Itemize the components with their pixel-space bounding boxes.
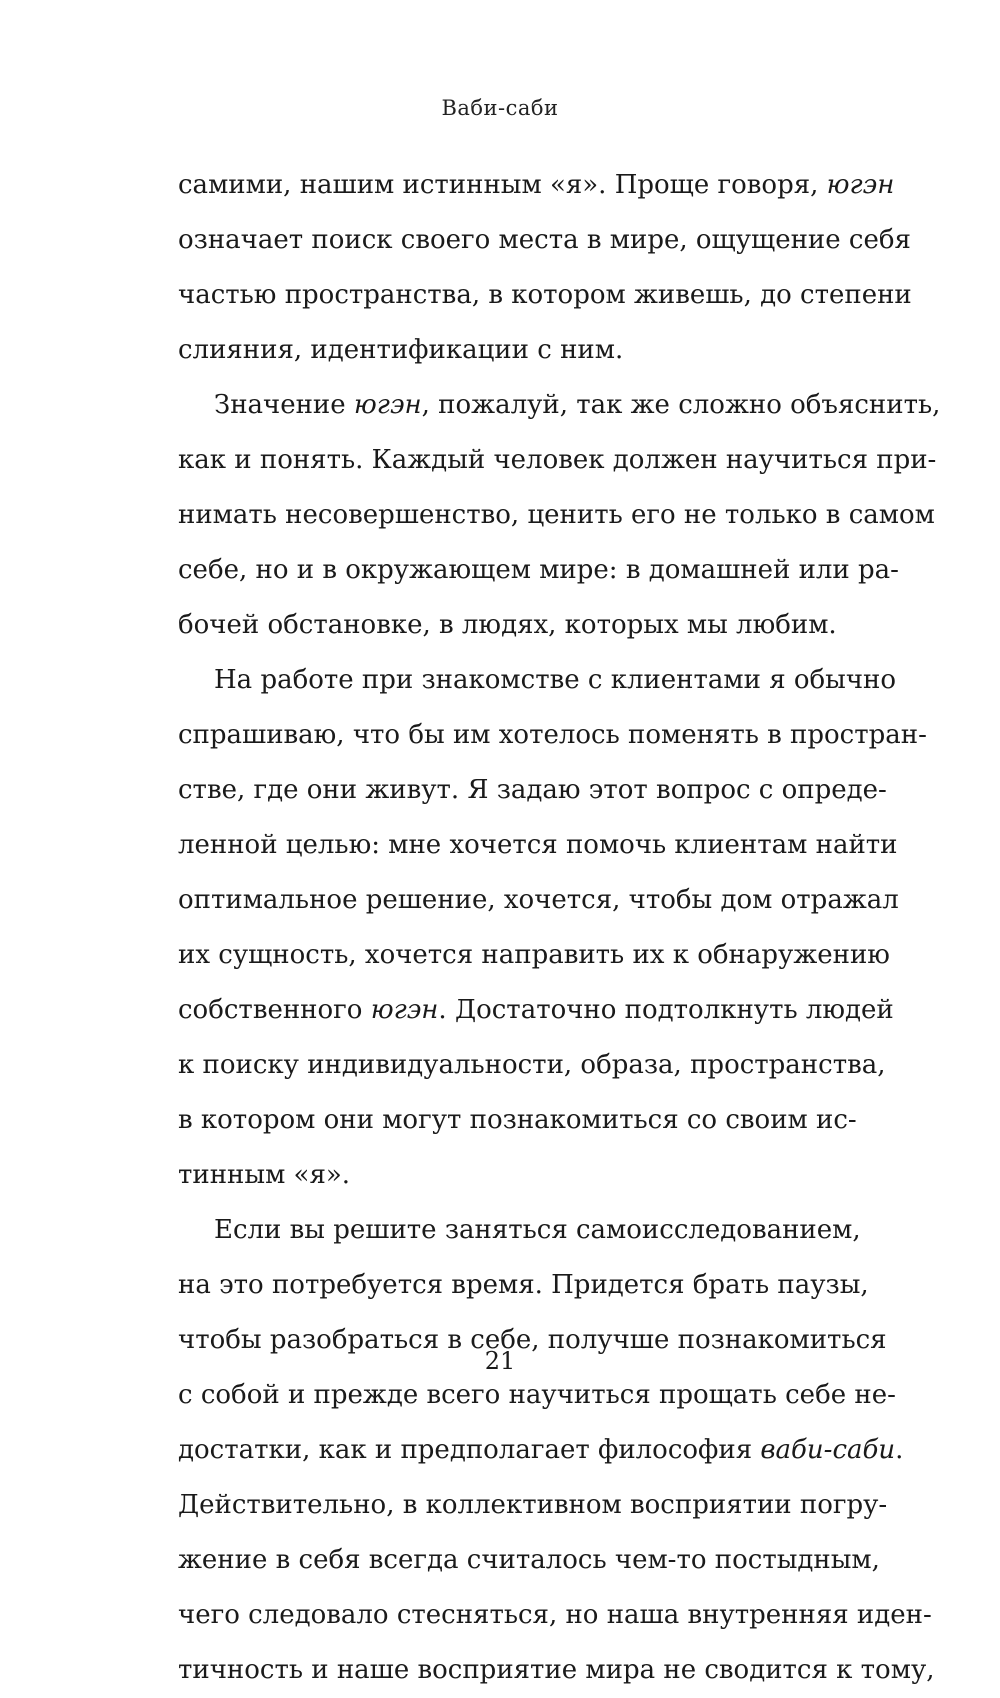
text-line: жение в себя всегда считалось чем-то постыдным, xyxy=(178,1545,880,1575)
text-line: означает поиск своего места в мире, ощущение себя xyxy=(178,225,911,255)
running-header: Ваби-саби xyxy=(441,96,559,120)
text-line: оптимальное решение, хочется, чтобы дом отражал xyxy=(178,885,899,915)
text-line: ленной целью: мне хочется помочь клиентам найти xyxy=(178,830,898,860)
text-line: самими, нашим истинным «я». Проще говоря, югэн xyxy=(178,170,895,200)
body-text xyxy=(178,158,941,1698)
page-number: 21 xyxy=(484,1347,516,1375)
text-line: частью пространства, в котором живешь, до степени xyxy=(178,280,912,310)
italic-term: югэн xyxy=(826,170,895,200)
text-line: как и понять. Каждый человек должен научиться при- xyxy=(178,445,937,475)
text-line: Если вы решите заняться самоисследованием, xyxy=(214,1215,861,1245)
text-line: стве, где они живут. Я задаю этот вопрос с опреде- xyxy=(178,775,887,805)
text-line: слияния, идентификации с ним. xyxy=(178,335,624,365)
text-line: чего следовало стесняться, но наша внутренняя иден- xyxy=(178,1600,932,1630)
italic-term: ваби-саби xyxy=(760,1435,896,1465)
text-line: бочей обстановке, в людях, которых мы любим. xyxy=(178,610,837,640)
text-line: достатки, как и предполагает философия ваби-саби. xyxy=(178,1435,904,1465)
text-line: себе, но и в окружающем мире: в домашней или ра- xyxy=(178,555,899,585)
text-line: в котором они могут познакомиться со своим ис- xyxy=(178,1105,857,1135)
text-line: с собой и прежде всего научиться прощать себе не- xyxy=(178,1380,896,1410)
text-line: к поиску индивидуальности, образа, пространства, xyxy=(178,1050,886,1080)
text-line: их сущность, хочется направить их к обнаружению xyxy=(178,940,890,970)
text-line: Значение югэн, пожалуй, так же сложно объяснить, xyxy=(214,390,941,420)
text-line: нимать несовершенство, ценить его не только в самом xyxy=(178,500,935,530)
text-line: На работе при знакомстве с клиентами я обычно xyxy=(214,665,897,695)
text-line: Действительно, в коллективном восприятии погру- xyxy=(178,1490,888,1520)
text-line: чтобы разобраться в себе, получше познакомиться xyxy=(178,1325,887,1355)
text-line: собственного югэн. Достаточно подтолкнуть людей xyxy=(178,995,894,1025)
italic-term: югэн xyxy=(370,995,439,1025)
italic-term: югэн xyxy=(353,390,422,420)
text-line: тичность и наше восприятие мира не сводится к тому, xyxy=(178,1655,935,1685)
text-line: на это потребуется время. Придется брать паузы, xyxy=(178,1270,869,1300)
text-line: тинным «я». xyxy=(178,1160,351,1190)
text-line: спрашиваю, что бы им хотелось поменять в простран- xyxy=(178,720,927,750)
